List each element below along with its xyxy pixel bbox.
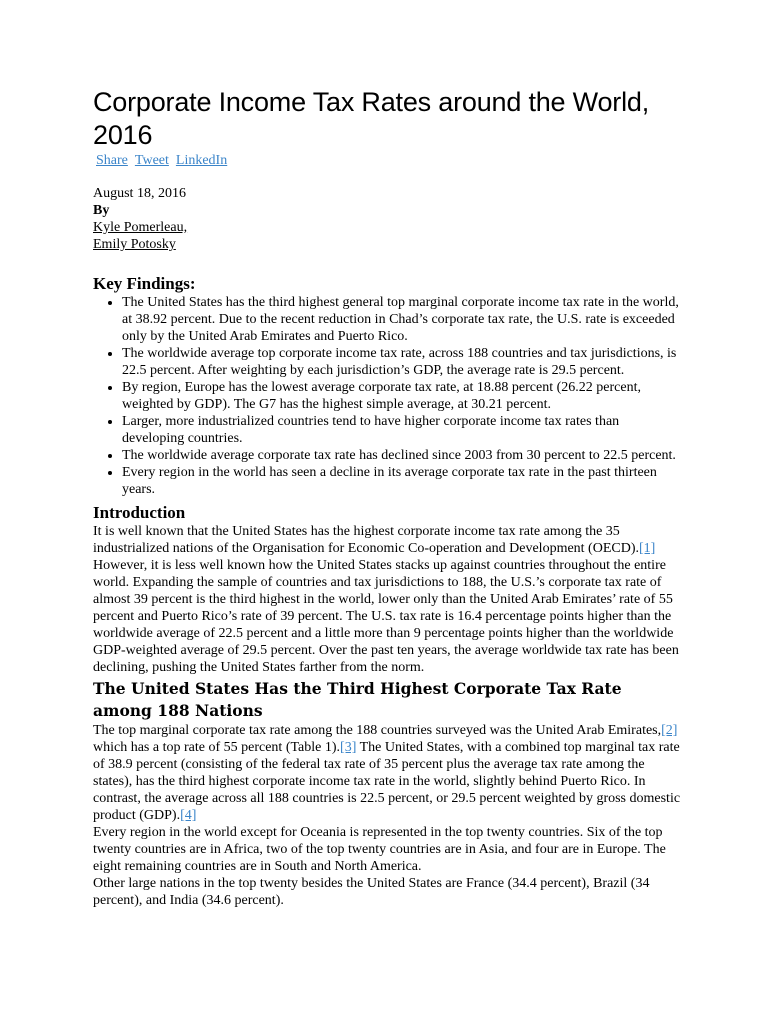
list-item: • Larger, more industrialized countries tend to have higher corporate income tax rates than developing countries. — [122, 413, 683, 447]
paragraph-text: It is well known that the United States has the highest corporate income tax rate among the 35 industrialized nations of the Organisation for Economic Co-operation and Development (OECD). — [93, 524, 639, 556]
footnote-link-2[interactable]: [2] — [661, 723, 678, 738]
paragraph-text: which has a top rate of 55 percent (Table 1). — [93, 740, 341, 755]
author-link[interactable]: Kyle Pomerleau, — [93, 220, 188, 235]
tweet-link[interactable]: Tweet — [134, 153, 169, 168]
list-item: • Every region in the world has seen a decline in its average corporate tax rate in the past thirteen years. — [122, 464, 683, 498]
share-link[interactable]: Share — [96, 153, 128, 168]
share-links — [96, 152, 683, 170]
paragraph-text: However, it is less well known how the United States stacks up against countries throughout the entire world. Expanding the sample of countries and tax jurisdictions to 188, the U.S.’s corporate tax rate of almost 39 percent is the third highest in the world, lower only than the United Arab Emirates’ rate of 55 percent and Puerto Rico’s rate of 39 percent. The U.S. tax rate is 16.4 percentage points higher than the worldwide average of 22.5 percent and a little more than 9 percentage points higher than the worldwide GDP-weighted average of 29.5 percent. Over the past ten years, the average worldwide tax rate has been declining, pushing the United States farther from the norm. — [93, 558, 679, 675]
list-item: • The worldwide average corporate tax rate has declined since 2003 from 30 percent to 22.5 percent. — [122, 447, 683, 464]
author-link[interactable]: Emily Potosky — [93, 237, 176, 252]
paragraph-text: The United States, with a combined top marginal tax rate of 38.9 percent (consisting of the federal tax rate of 35 percent plus the average tax rate among the states), has the third highest corporate income tax rate in the world, slightly behind Puerto Rico. In contrast, the average across all 188 countries is 22.5 percent, or 29.5 percent weighted by gross domestic product (GDP). — [93, 740, 681, 823]
introduction-heading: Introduction — [93, 503, 186, 522]
list-item: • By region, Europe has the lowest average corporate tax rate, at 18.88 percent (26.22 percent, weighted by GDP). The G7 has the highest simple average, at 30.21 percent. — [122, 379, 683, 413]
section-heading: The United States Has the Third Highest Corporate Tax Rate among 188 Nations — [93, 679, 622, 720]
article-title: Corporate Income Tax Rates around the World, 2016 — [93, 87, 649, 150]
key-findings-heading: Key Findings: — [93, 274, 196, 293]
introduction-paragraph — [93, 523, 683, 676]
byline-label: By — [93, 203, 110, 218]
section-paragraph: Every region in the world except for Oceania is represented in the top twenty countries. Six of the top twenty countries are in Africa, two of the top twenty countries are in Asia, and four are in Europe. The eight remaining countries are in South and North America. — [93, 825, 666, 874]
footnote-link-1[interactable]: [1] — [639, 541, 656, 556]
key-findings-list — [93, 294, 683, 498]
publish-date: August 18, 2016 — [93, 186, 186, 201]
section-paragraph — [93, 722, 683, 824]
article-meta — [93, 185, 683, 253]
linkedin-link[interactable]: LinkedIn — [175, 153, 228, 168]
list-item: • The worldwide average top corporate income tax rate, across 188 countries and tax jurisdictions, is 22.5 percent. After weighting by each jurisdiction’s GDP, the average rate is 29.5 percent. — [122, 345, 683, 379]
footnote-link-4[interactable]: [4] — [180, 808, 197, 823]
section-paragraph: Other large nations in the top twenty besides the United States are France (34.4 percent), Brazil (34 percent), and India (34.6 percent). — [93, 876, 650, 908]
footnote-link-3[interactable]: [3] — [340, 740, 357, 755]
article — [93, 86, 683, 909]
list-item: • The United States has the third highest general top marginal corporate income tax rate in the world, at 38.92 percent. Due to the recent reduction in Chad’s corporate tax rate, the U.S. rate is exceeded only by the United Arab Emirates and Puerto Rico. — [122, 294, 683, 345]
paragraph-text: The top marginal corporate tax rate among the 188 countries surveyed was the United Arab Emirates, — [93, 723, 662, 738]
